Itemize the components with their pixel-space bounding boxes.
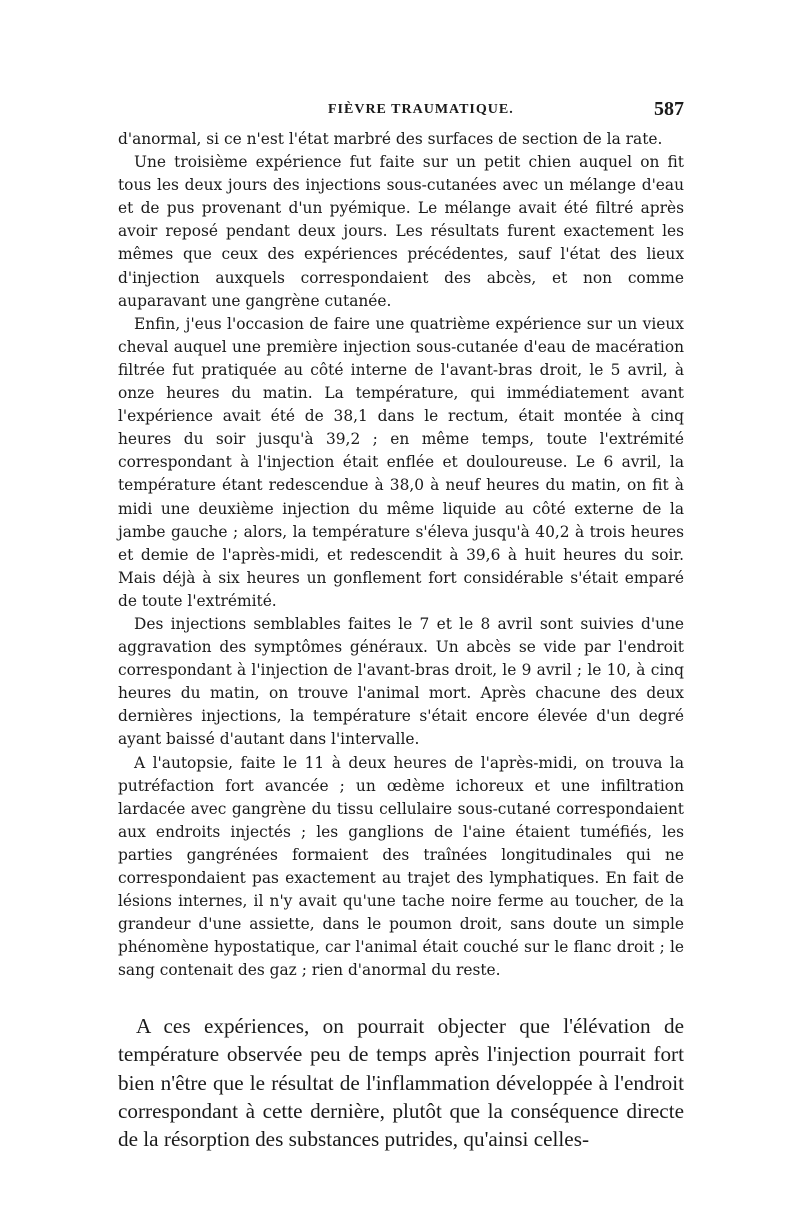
paragraph-third-experiment: Une troisième expérience fut faite sur un petit chien auquel on fit tous les deux jours des injections sous-cutanées avec un mélange d'eau et de pus provenant d'un pyémique. Le mélange avait été filtré après avoir reposé pendant deux jours. Les résultats furent exactement les mêmes que ceux des expériences précédentes, sauf l'état des lieux d'injection auxquels correspondaient des abcès, et non comme auparavant une gangrène cutanée. bbox=[118, 153, 684, 310]
paragraph-objection: A ces expériences, on pourrait objecter que l'élévation de température observée peu de temps après l'injection pourrait fort bien n'être que le résultat de l'inflammation développée à l'endroit correspondant à cette dernière, plutôt que la conséquence directe de la résorption des substances putrides, qu'ainsi celles- bbox=[118, 1014, 684, 1152]
running-title: FIÈVRE TRAUMATIQUE. bbox=[328, 102, 514, 117]
page-number: 587 bbox=[654, 98, 684, 120]
paragraph-later-injections: Des injections semblables faites le 7 et le 8 avril sont suivies d'une aggravation des symptômes généraux. Un abcès se vide par l'endroit correspondant à l'injection de l'avant-bras droit, le 9 avril ; le 10, à cinq heures du matin, on trouve l'animal mort. Après chacune des deux dernières injections, la température s'était encore élevée d'un degré ayant baissé d'autant dans l'intervalle. bbox=[118, 614, 684, 749]
paragraph-fourth-experiment: Enfin, j'eus l'occasion de faire une quatrième expérience sur un vieux cheval auquel une première injection sous-cutanée d'eau de macération filtrée fut pratiquée au côté interne de l'avant-bras droit, le 5 avril, à onze heures du matin. La température, qui immédiatement avant l'expérience avait été de 38,1 dans le rectum, était montée à cinq heures du soir jusqu'à 39,2 ; en même temps, toute l'extrémité correspondant à l'injection était enflée et douloureuse. Le 6 avril, la température étant redescendue à 38,0 à neuf heures du matin, on fit à midi une deuxième injection du même liquide au côté externe de la jambe gauche ; alors, la température s'éleva jusqu'à 40,2 à trois heures et demie de l'après-midi, et redescendit à 39,6 à huit heures du soir. Mais déjà à six heures un gonflement fort considérable s'était emparé de toute l'extrémité. bbox=[118, 314, 684, 610]
body-text-large bbox=[118, 1012, 684, 1153]
paragraph-continuation: d'anormal, si ce n'est l'état marbré des surfaces de section de la rate. bbox=[118, 130, 663, 148]
paragraph-autopsy: A l'autopsie, faite le 11 à deux heures de l'après-midi, on trouva la putréfaction fort avancée ; un œdème ichoreux et une infiltration lardacée avec gangrène du tissu cellulaire sous-cutané correspondaient aux endroits injectés ; les ganglions de l'aine étaient tuméfiés, les parties gangrénées formaient des traînées longitudinales qui ne correspondaient pas exactement au trajet des lymphatiques. En fait de lésions internes, il n'y avait qu'une tache noire ferme au toucher, de la grandeur d'une assiette, dans le poumon droit, sans doute un simple phénomène hypostatique, car l'animal était couché sur le flanc droit ; le sang contenait des gaz ; rien d'anormal du reste. bbox=[118, 753, 684, 980]
body-text-small bbox=[118, 128, 684, 982]
page-header bbox=[118, 98, 684, 124]
